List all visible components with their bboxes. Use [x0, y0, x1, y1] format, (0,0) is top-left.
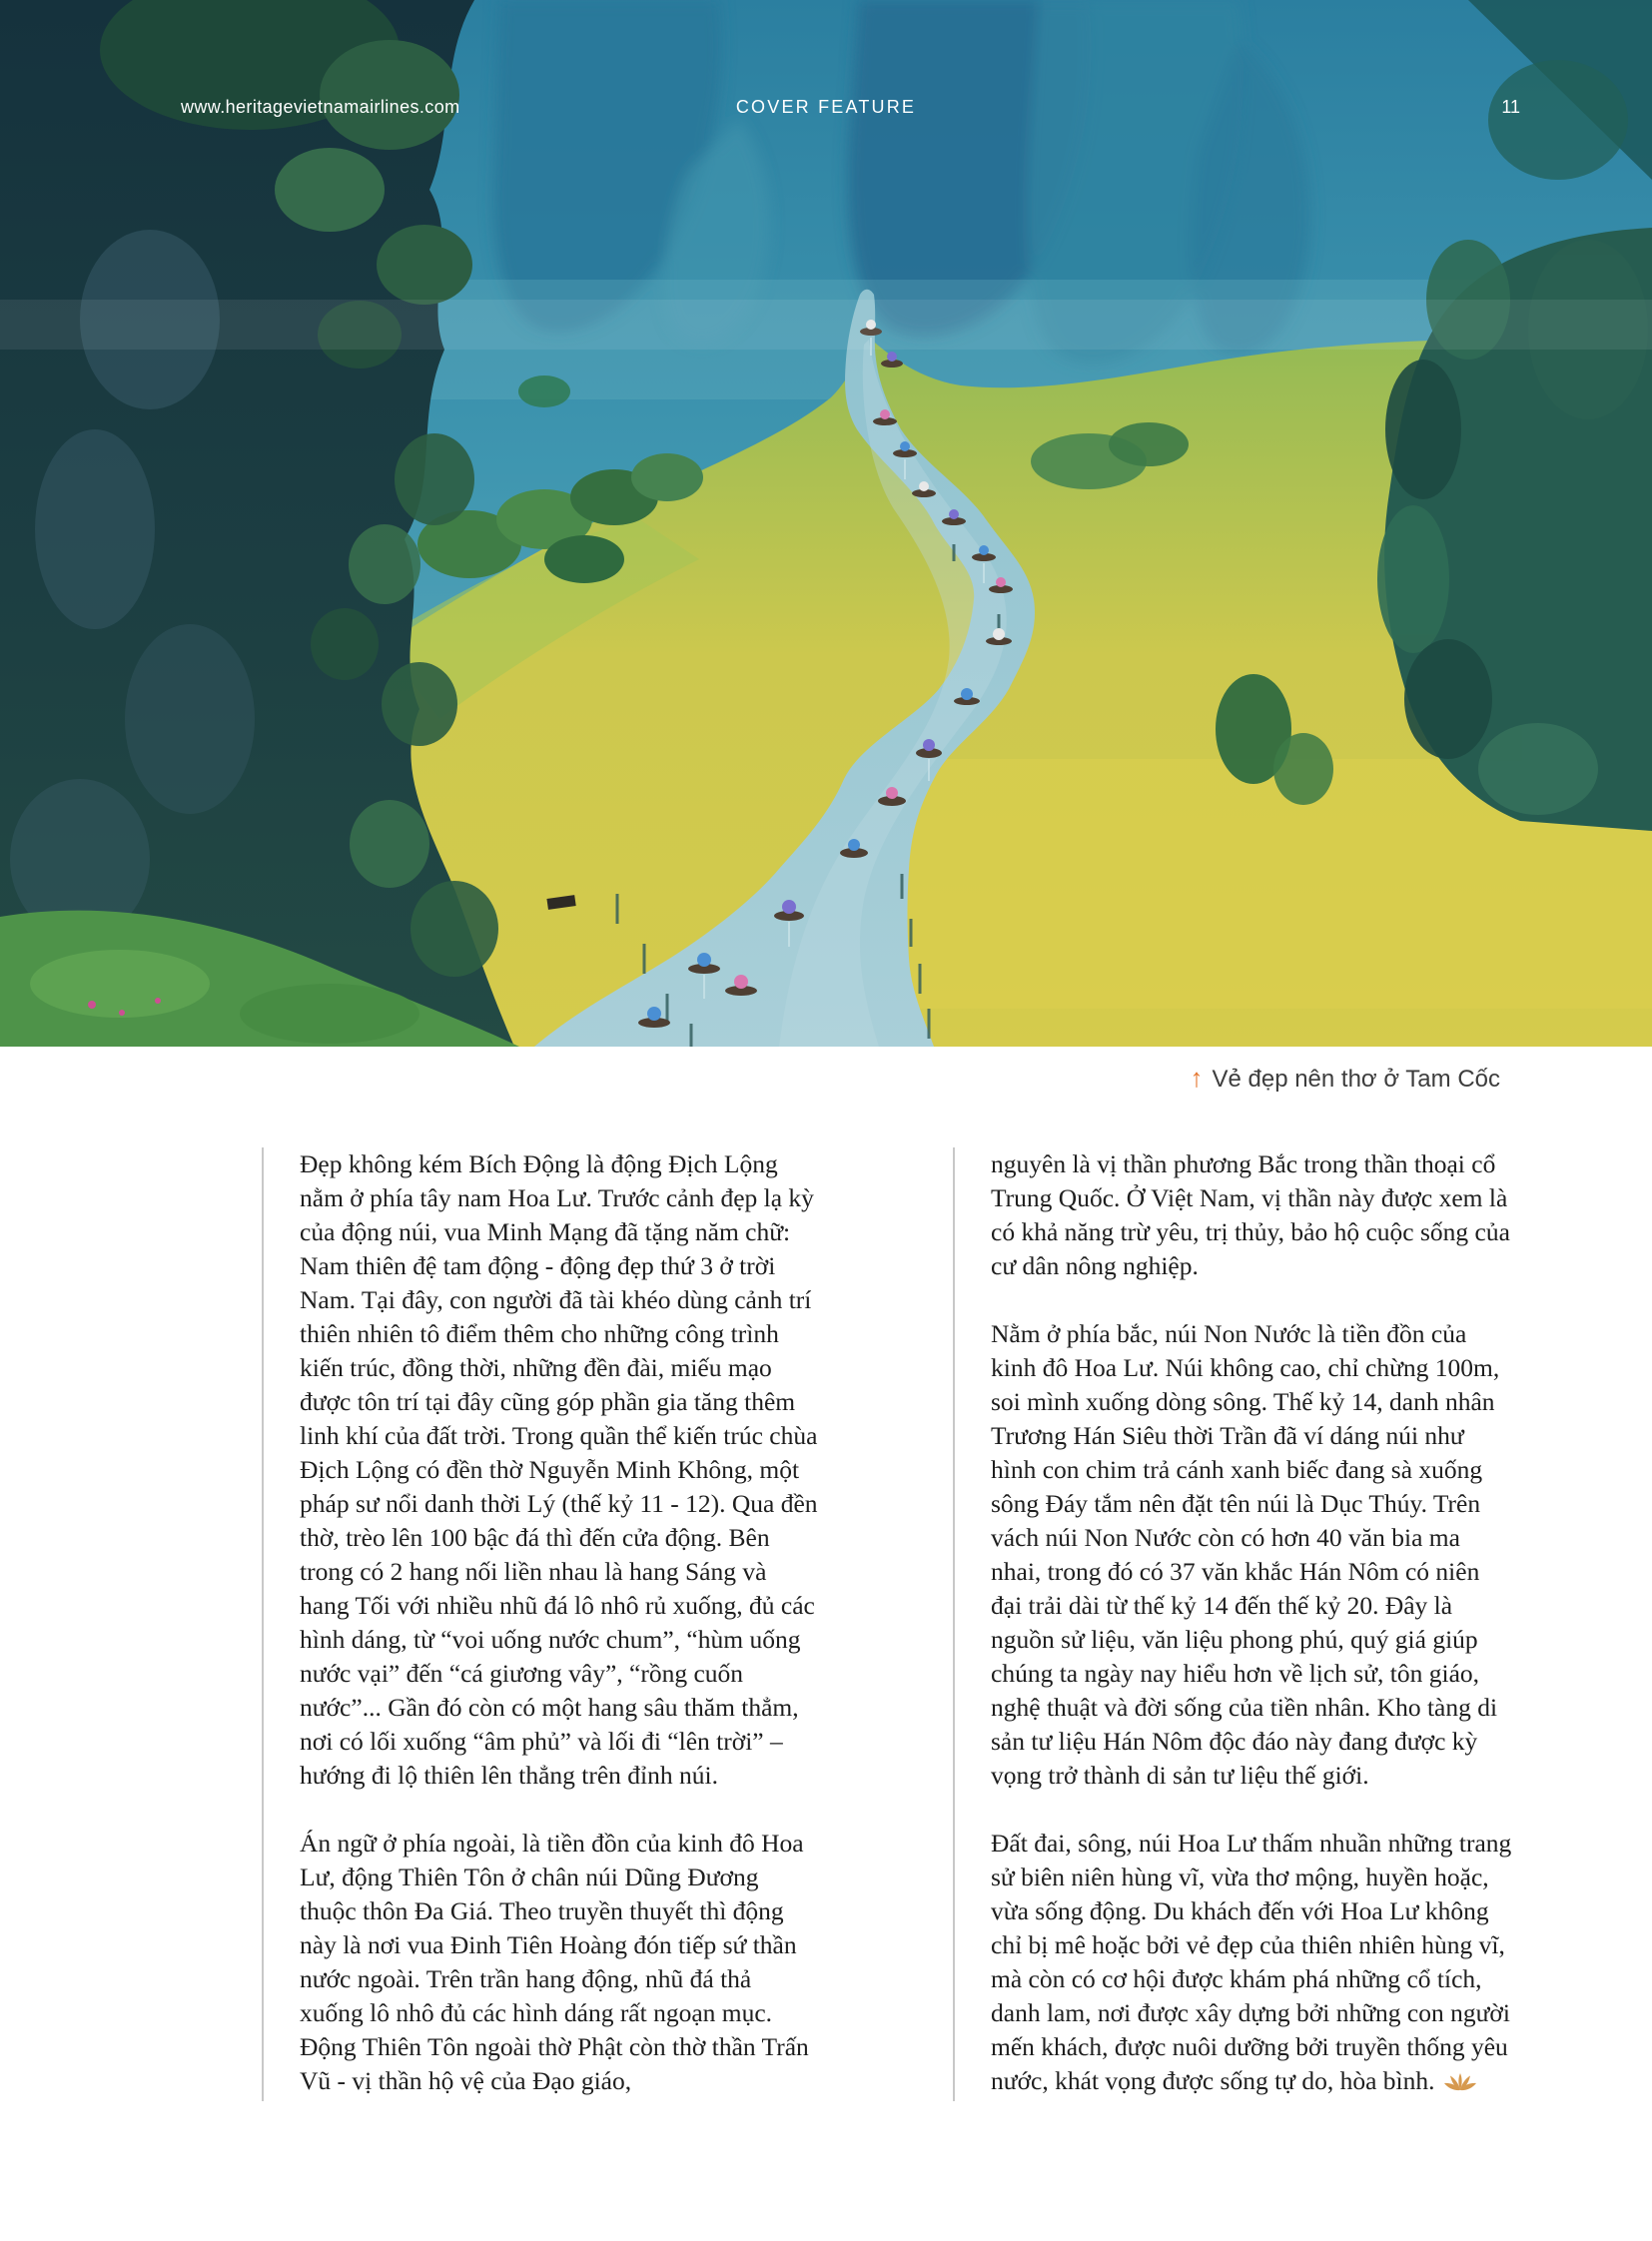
header-website-url: www.heritagevietnamairlines.com: [181, 97, 460, 117]
caption-text: Vẻ đẹp nên thơ ở Tam Cốc: [1212, 1066, 1500, 1093]
paragraph: nguyên là vị thần phương Bắc trong thần thoại cổ Trung Quốc. Ở Việt Nam, vị thần này được xem là có khả năng trừ yêu, trị thủy, bảo hộ cuộc sống của cư dân nông nghiệp.: [991, 1149, 1510, 1280]
paragraph: [991, 1827, 1512, 2101]
header-section-title: COVER FEATURE: [735, 97, 917, 117]
article-body: [0, 1147, 1652, 2101]
paragraph: Nằm ở phía bắc, núi Non Nước là tiền đồn của kinh đô Hoa Lư. Núi không cao, chỉ chừng 100m, soi mình xuống dòng sông. Thế kỷ 14, danh nhân Trương Hán Siêu thời Trần đã ví dáng núi như hình con chim trả cánh xanh biếc đang sà xuống sông Đáy tắm nên đặt tên núi là Dục Thúy. Trên vách núi Non Nước còn có hơn 40 văn bia ma nhai, trong đó có 37 văn khắc Hán Nôm có niên đại trải dài từ thế kỷ 14 đến thế kỷ 20. Đây là nguồn sử liệu, văn liệu phong phú, quý giá giúp chúng ta ngày nay hiểu hơn về lịch sử, tôn giáo, nghệ thuật và đời sống của tiền nhân. Kho tàng di sản tư liệu Hán Nôm độc đáo này đang được kỳ vọng trở thành di sản tư liệu thế giới.: [991, 1319, 1500, 1790]
tam-coc-landscape-image: [0, 0, 1652, 1047]
article-column-left: [262, 1147, 821, 2101]
paragraph: Đẹp không kém Bích Động là động Địch Lộng nằm ở phía tây nam Hoa Lư. Trước cảnh đẹp lạ kỳ của động núi, vua Minh Mạng đã tặng năm chữ: Nam thiên đệ tam động - động đẹp thứ 3 ở trời Nam. Tại đây, con người đã tài khéo dùng cảnh trí thiên nhiên tô điểm thêm cho những công trình kiến trúc, đồng thời, những đền đài, miếu mạo được tôn trí tại đây cũng góp phần gia tăng thêm linh khí của đất trời. Trong quần thể kiến trúc chùa Địch Lộng có đền thờ Nguyễn Minh Không, một pháp sư nổi danh thời Lý (thế kỷ 11 - 12). Qua đền thờ, trèo lên 100 bậc đá thì đến cửa động. Bên trong có 2 hang nối liền nhau là hang Sáng và hang Tối với nhiều nhũ đá lô nhô rủ xuống, đủ các hình dáng, từ “voi uống nước chum”, “hùm uống nước vại” đến “cá giương vây”, “rồng cuốn nước”... Gần đó còn có một hang sâu thăm thẳm, nơi có lối xuống “âm phủ” và lối đi “lên trời” – hướng đi lộ thiên lên thẳng trên đỉnh núi.: [300, 1149, 818, 1790]
hero-photo: [0, 0, 1652, 1047]
photo-caption: [0, 1063, 1652, 1094]
paragraph: Án ngữ ở phía ngoài, là tiền đồn của kinh đô Hoa Lư, động Thiên Tôn ở chân núi Dũng Đương thuộc thôn Đa Giá. Theo truyền thuyết thì động này là nơi vua Đinh Tiên Hoàng đón tiếp sứ thần nước ngoài. Trên trần hang động, nhũ đá thả xuống lô nhô đủ các hình dáng rất ngoạn mục. Động Thiên Tôn ngoài thờ Phật còn thờ thần Trấn Vũ - vị thần hộ vệ của Đạo giáo,: [300, 1829, 809, 2095]
lotus-end-mark-icon: [1443, 2067, 1477, 2101]
header-page-number: 11: [1501, 97, 1520, 117]
paragraph-text: Đất đai, sông, núi Hoa Lư thấm nhuần những trang sử biên niên hùng vĩ, vừa thơ mộng, huyền hoặc, vừa sống động. Du khách đến với Hoa Lư không chỉ bị mê hoặc bởi vẻ đẹp của thiên nhiên hùng vĩ, mà còn có cơ hội được khám phá những cổ tích, danh lam, nơi được xây dựng bởi những con người mến khách, được nuôi dưỡng bởi truyền thống yêu nước, khát vọng được sống tự do, hòa bình.: [991, 1829, 1512, 2095]
up-arrow-icon: ↑: [1190, 1063, 1204, 1093]
article-column-right: [953, 1147, 1512, 2101]
